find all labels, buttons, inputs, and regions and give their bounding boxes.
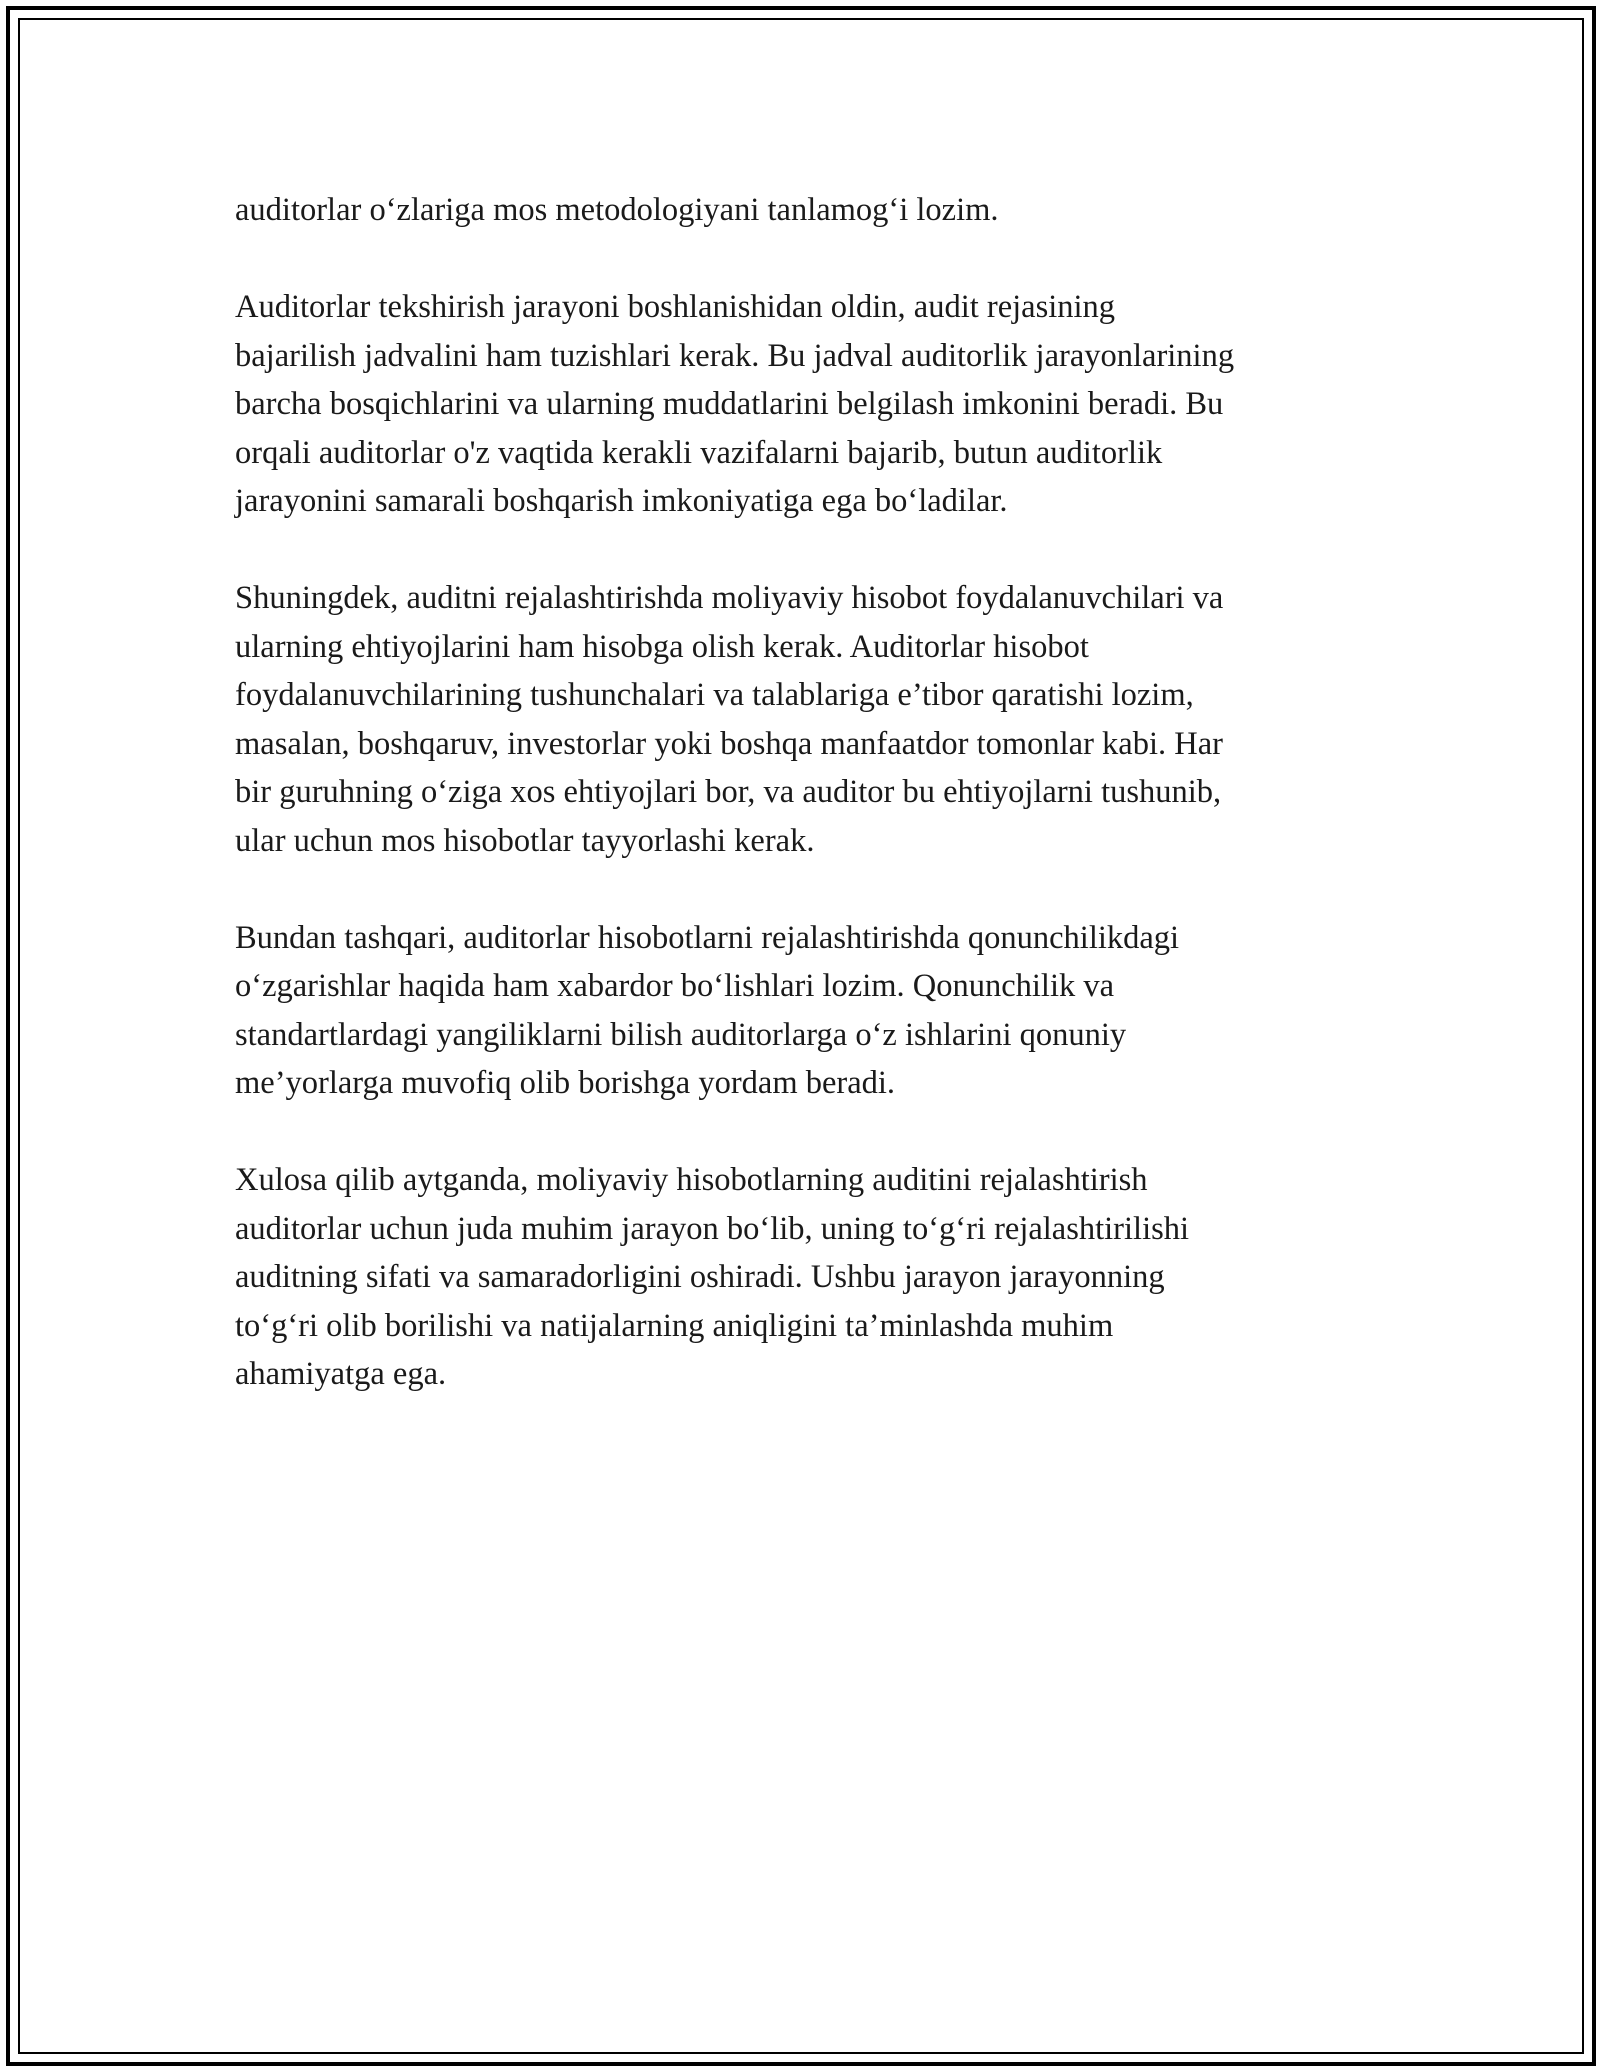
text-line: to‘g‘ri olib borilishi va natijalarning aniqligini ta’minlashda muhim [235,1307,1114,1344]
text-line: standartlardagi yangiliklarni bilish auditorlarga o‘z ishlarini qonuniy [235,1016,1127,1053]
text-line: me’yorlarga muvofiq olib borishga yordam beradi. [235,1065,896,1101]
text-line: foydalanuvchilarining tushunchalari va talablariga e’tibor qaratishi lozim, [235,677,1194,713]
paragraph [235,283,1385,526]
text-line: Xulosa qilib aytganda, moliyaviy hisobotlarning auditini rejalashtirish [235,1162,1148,1198]
text-line: auditning sifati va samaradorligini oshiradi. Ushbu jarayon jarayonning [235,1259,1165,1295]
text-line: ular uchun mos hisobotlar tayyorlashi kerak. [235,822,815,859]
text-line: o‘zgarishlar haqida ham xabardor bo‘lishlari lozim. Qonunchilik va [235,968,1115,1004]
text-line: ularning ehtiyojlarini ham hisobga olish kerak. Auditorlar hisobot [235,628,1089,665]
paragraph [235,574,1385,865]
text-line: Auditorlar tekshirish jarayoni boshlanishidan oldin, audit rejasining [235,289,1116,325]
text-line: auditorlar o‘zlariga mos metodologiyani tanlamog‘i lozim. [235,192,999,228]
paragraph [235,914,1385,1108]
text-line: Shuningdek, auditni rejalashtirishda moliyaviy hisobot foydalanuvchilari va [235,580,1224,616]
text-line: masalan, boshqaruv, investorlar yoki boshqa manfaatdor tomonlar kabi. Har [235,725,1223,762]
document-body [235,186,1385,1447]
paragraph [235,1156,1385,1399]
text-line: bir guruhning o‘ziga xos ehtiyojlari bor, va auditor bu ehtiyojlarni tushunib, [235,774,1222,810]
text-line: jarayonini samarali boshqarish imkoniyatiga ega bo‘ladilar. [235,483,1008,519]
text-line: bajarilish jadvalini ham tuzishlari kerak. Bu jadval auditorlik jarayonlarining [235,337,1235,374]
text-line: ahamiyatga ega. [235,1356,447,1392]
text-line: Bundan tashqari, auditorlar hisobotlarni rejalashtirishda qonunchilikdagi [235,919,1180,956]
paragraph [235,186,1385,235]
text-line: orqali auditorlar o'z vaqtida kerakli vazifalarni bajarib, butun auditorlik [235,434,1163,471]
text-line: auditorlar uchun juda muhim jarayon bo‘lib, uning to‘g‘ri rejalashtirilishi [235,1210,1190,1247]
text-line: barcha bosqichlarini va ularning muddatlarini belgilash imkonini beradi. Bu [235,386,1224,422]
